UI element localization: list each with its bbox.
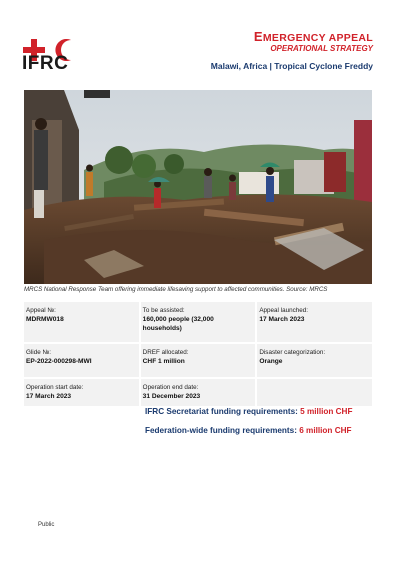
federation-funding (145, 426, 352, 435)
secretariat-funding-amount: 5 million CHF (300, 407, 353, 416)
appeal-number-label: Appeal №: (26, 307, 56, 314)
appeal-number-cell (24, 302, 141, 342)
dref-value: CHF 1 million (142, 358, 185, 365)
secretariat-funding (145, 407, 352, 416)
appeal-details-table (24, 302, 372, 408)
appeal-launched-cell (257, 302, 372, 342)
start-date-cell (24, 379, 141, 406)
classification-label: Public (38, 522, 55, 528)
to-assist-label: To be assisted: (142, 307, 185, 314)
cover-photo (24, 90, 372, 284)
dref-label: DREF allocated: (142, 349, 189, 356)
start-date-label: Operation start date: (26, 384, 84, 391)
end-date-value: 31 December 2023 (142, 393, 201, 400)
document-subtitle: OPERATIONAL STRATEGY (270, 44, 373, 53)
federation-funding-label: Federation-wide funding requirements: (145, 426, 297, 435)
appeal-number-value: MDRMW018 (26, 316, 64, 323)
ifrc-logo-text: IFRC (22, 53, 69, 74)
glide-value: EP-2022-000298-MWI (26, 358, 92, 365)
title-initial: E (253, 29, 263, 44)
to-assist-value: 160,000 people (32,000 households) (142, 316, 214, 332)
end-date-cell (141, 379, 258, 406)
end-date-label: Operation end date: (142, 384, 199, 391)
title-rest: MERGENCY APPEAL (262, 32, 373, 44)
appeal-launched-label: Appeal launched: (259, 307, 309, 314)
category-cell (257, 344, 372, 377)
empty-cell (257, 379, 372, 406)
category-label: Disaster categorization: (259, 349, 326, 356)
dref-cell (141, 344, 258, 377)
details-row (24, 344, 372, 377)
federation-funding-amount: 6 million CHF (299, 426, 352, 435)
start-date-value: 17 March 2023 (26, 393, 72, 400)
glide-cell (24, 344, 141, 377)
category-value: Orange (259, 358, 283, 365)
to-assist-cell (141, 302, 258, 342)
details-row (24, 302, 372, 342)
glide-label: Glide №: (26, 349, 51, 356)
document-title (254, 29, 373, 44)
appeal-launched-value: 17 March 2023 (259, 316, 305, 323)
secretariat-funding-label: IFRC Secretariat funding requirements: (145, 407, 298, 416)
document-location: Malawi, Africa | Tropical Cyclone Freddy (210, 61, 373, 71)
details-row (24, 379, 372, 406)
photo-caption: MRCS National Response Team offering immediate lifesaving support to affected communities. Source: MRCS (24, 286, 328, 293)
